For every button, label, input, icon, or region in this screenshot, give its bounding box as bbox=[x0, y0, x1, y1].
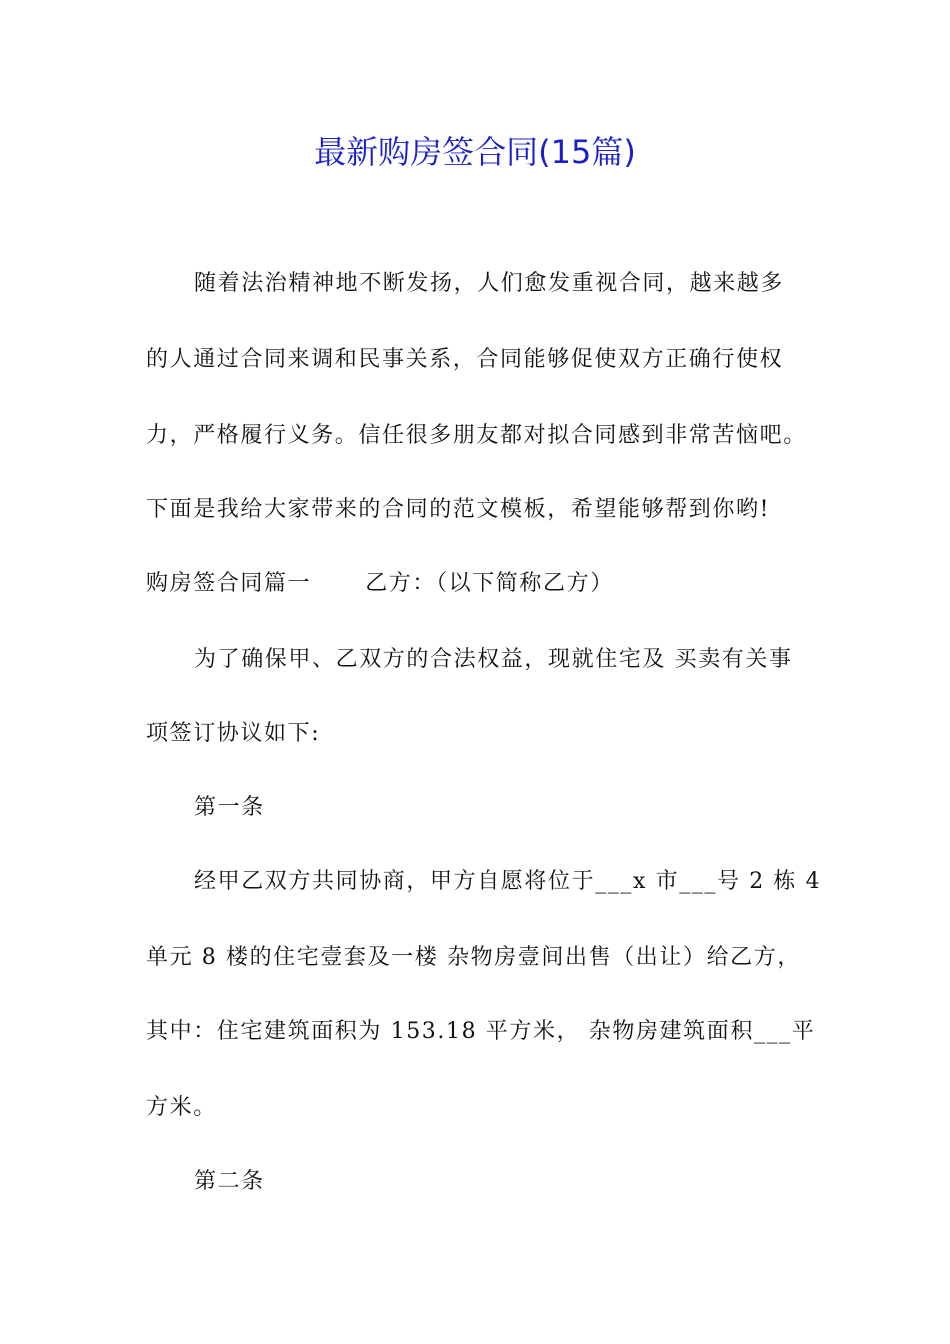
purpose-line: 为了确保甲、乙双方的合法权益，现就住宅及 买卖有关事 bbox=[194, 647, 793, 672]
article-1-line: 其中：住宅建筑面积为 153.18 平方米， 杂物房建筑面积___平 bbox=[146, 1019, 816, 1044]
section-heading: 购房签合同篇一 bbox=[146, 571, 312, 596]
article-1-line: 经甲乙双方共同协商，甲方自愿将位于___x 市___号 2 栋 4 bbox=[194, 869, 822, 894]
intro-line: 力，严格履行义务。信任很多朋友都对拟合同感到非常苦恼吧。 bbox=[146, 423, 807, 448]
intro-line: 随着法治精神地不断发扬，人们愈发重视合同，越来越多 bbox=[194, 271, 785, 296]
document-title: 最新购房签合同(15篇) bbox=[314, 133, 636, 171]
section-heading-line bbox=[146, 566, 826, 602]
intro-line: 下面是我给大家带来的合同的范文模板，希望能够帮到你哟! bbox=[146, 497, 771, 522]
article-1-line: 单元 8 楼的住宅壹套及一楼 杂物房壹间出售（出让）给乙方， bbox=[146, 945, 801, 970]
intro-line: 的人通过合同来调和民事关系，合同能够促使双方正确行使权 bbox=[146, 347, 784, 372]
purpose-line: 项签订协议如下: bbox=[146, 721, 321, 746]
party-b-label: 乙方：（以下简称乙方） bbox=[365, 571, 614, 596]
article-1-line: 方米。 bbox=[146, 1095, 217, 1120]
article-1-heading: 第一条 bbox=[194, 795, 265, 820]
article-2-heading: 第二条 bbox=[194, 1169, 265, 1194]
